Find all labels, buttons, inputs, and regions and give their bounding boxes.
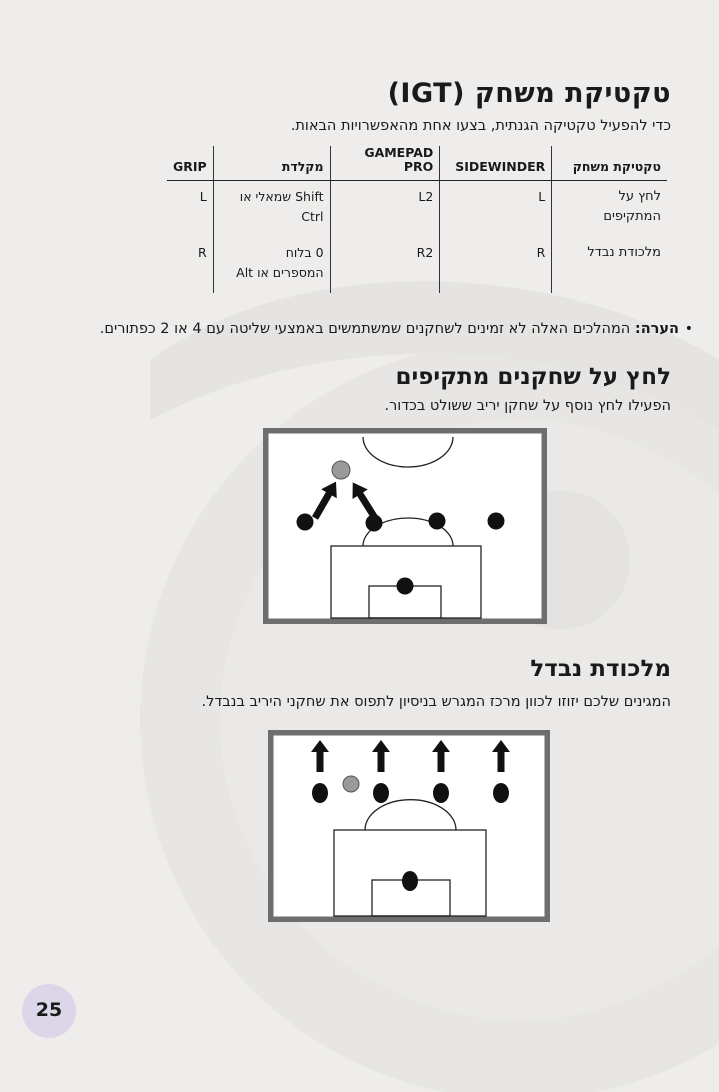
cell-grip: R xyxy=(198,245,207,260)
note-label: הערה: xyxy=(634,321,679,337)
table-header-row xyxy=(167,146,667,181)
header-keyboard: מקלדת xyxy=(213,146,330,181)
defender xyxy=(297,514,314,531)
defender xyxy=(312,783,328,803)
goalkeeper xyxy=(397,578,414,595)
keyboard-line-2: המספרים או Alt xyxy=(236,265,324,280)
section-description-pressure: הפעילו לחץ נוסף על שחקן יריב ששולט בכדור. xyxy=(384,398,671,414)
keyboard-line-1: Shift שמאלי או xyxy=(239,189,324,204)
defender xyxy=(493,783,509,803)
note-paragraph xyxy=(39,318,693,340)
pitch-border xyxy=(270,732,548,920)
cell-keyboard xyxy=(213,181,330,238)
opponent-with-ball xyxy=(332,461,350,479)
offside-trap-diagram xyxy=(268,730,550,922)
page-number: 25 xyxy=(35,999,63,1021)
defender xyxy=(433,783,449,803)
pressure-diagram xyxy=(263,428,547,624)
keyboard-line-2: Ctrl xyxy=(301,209,324,224)
bullet-icon: • xyxy=(684,321,693,337)
cell-sidewinder: L xyxy=(440,181,552,238)
cell-gamepad: L2 xyxy=(330,181,440,238)
section-description-offside: המגינים שלכם יזוזו לכוון מרכז המגרש בניסיון לתפוס את שחקני היריב בנבדל. xyxy=(201,694,671,710)
cell-keyboard xyxy=(213,237,330,293)
section-title-offside: מלכודת נבדל xyxy=(530,656,671,682)
cell-gamepad: R2 xyxy=(330,237,440,293)
page-title: טקטיקת משחק (IGT) xyxy=(387,78,671,109)
defender xyxy=(429,513,446,530)
defender xyxy=(488,513,505,530)
opponent-player xyxy=(343,776,359,792)
controls-table xyxy=(167,146,667,293)
cell-grip: L xyxy=(199,189,207,204)
header-sidewinder: SIDEWINDER xyxy=(440,146,552,181)
cell-tactic: לחץ על המתקיפים xyxy=(552,181,667,238)
cell-tactic: מלכודת נבדל xyxy=(552,237,667,293)
defender xyxy=(373,783,389,803)
keyboard-line-1: 0 בלוח xyxy=(285,245,324,260)
note-text: המהלכים האלה לא זמינים לשחקנים שמשתמשים באמצעי שליטה עם 4 או 2 כפתורים. xyxy=(99,321,631,337)
table-row xyxy=(167,237,667,293)
cell-sidewinder: R xyxy=(440,237,552,293)
defender xyxy=(366,515,383,532)
header-grip: GRIP xyxy=(167,146,213,181)
page-number-badge xyxy=(22,984,76,1038)
header-gamepad: GAMEPAD PRO xyxy=(330,146,440,181)
table-row xyxy=(167,181,667,238)
section-title-pressure: לחץ על שחקנים מתקיפים xyxy=(395,364,671,390)
header-tactic: טקטיקת משחק xyxy=(552,146,667,181)
intro-text: כדי להפעיל טקטיקה הגנתית, בצעו אחת מהאפשרויות הבאות. xyxy=(290,118,671,134)
goalkeeper xyxy=(402,871,418,891)
